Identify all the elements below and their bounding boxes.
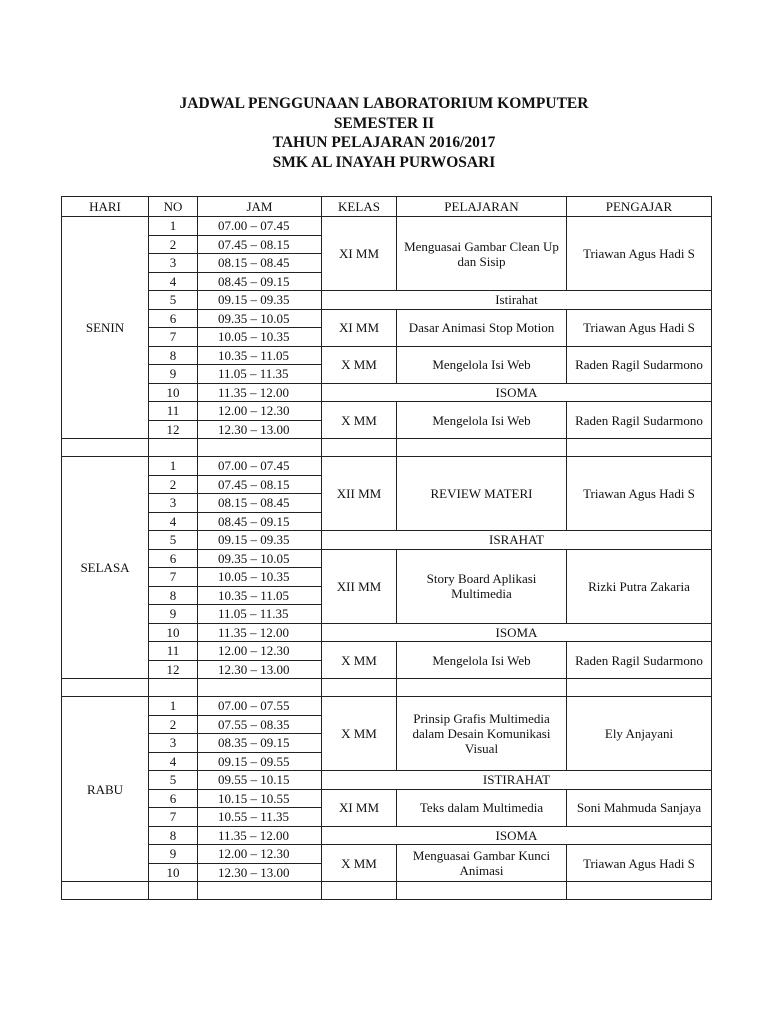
row-jam: 10.35 – 11.05 [198,346,322,365]
row-jam: 07.00 – 07.45 [198,457,322,476]
row-no: 11 [149,402,198,421]
table-row [62,217,712,236]
row-no: 5 [149,531,198,550]
day-rabu: RABU [62,697,149,882]
row-jam: 12.00 – 12.30 [198,845,322,864]
row-no: 12 [149,420,198,439]
pelajaran-cell: Mengelola Isi Web [397,402,567,439]
pengajar-cell: Triawan Agus Hadi S [567,309,712,346]
row-jam: 09.15 – 09.35 [198,531,322,550]
row-no: 4 [149,272,198,291]
row-jam: 07.45 – 08.15 [198,235,322,254]
heading-school: SMK AL INAYAH PURWOSARI [272,153,496,171]
header-pengajar: PENGAJAR [567,197,712,217]
row-jam: 10.15 – 10.55 [198,789,322,808]
row-no: 6 [149,789,198,808]
pelajaran-cell: REVIEW MATERI [397,457,567,531]
kelas-cell: X MM [322,346,397,383]
kelas-cell: X MM [322,845,397,882]
row-no: 10 [149,863,198,882]
row-jam: 09.35 – 10.05 [198,549,322,568]
spacer-row [62,439,712,457]
row-no: 12 [149,660,198,679]
row-jam: 08.15 – 08.45 [198,494,322,513]
row-jam: 08.45 – 09.15 [198,272,322,291]
table-row [62,457,712,476]
table-row [62,531,712,550]
row-no: 9 [149,845,198,864]
pengajar-cell: Raden Ragil Sudarmono [567,402,712,439]
pelajaran-cell: Prinsip Grafis Multimedia dalam Desain Komunikasi Visual [397,697,567,771]
spacer-row [62,882,712,900]
pelajaran-cell: Menguasai Gambar Kunci Animasi [397,845,567,882]
row-jam: 11.35 – 12.00 [198,383,322,402]
row-no: 2 [149,715,198,734]
row-no: 2 [149,235,198,254]
kelas-cell: XI MM [322,217,397,291]
table-row [62,789,712,808]
row-jam: 11.35 – 12.00 [198,826,322,845]
row-jam: 11.05 – 11.35 [198,365,322,384]
header-kelas: KELAS [322,197,397,217]
table-row [62,623,712,642]
row-no: 4 [149,512,198,531]
header-hari: HARI [62,197,149,217]
row-no: 8 [149,346,198,365]
row-jam: 10.35 – 11.05 [198,586,322,605]
row-jam: 08.35 – 09.15 [198,734,322,753]
row-no: 1 [149,457,198,476]
table-row [62,549,712,568]
pengajar-cell: Ely Anjayani [567,697,712,771]
break-cell: ISTIRAHAT [322,771,712,790]
pelajaran-cell: Story Board Aplikasi Multimedia [397,549,567,623]
kelas-cell: XI MM [322,789,397,826]
row-jam: 12.00 – 12.30 [198,402,322,421]
header-jam: JAM [198,197,322,217]
row-no: 1 [149,697,198,716]
table-row [62,771,712,790]
pelajaran-cell: Teks dalam Multimedia [397,789,567,826]
break-cell: Istirahat [322,291,712,310]
kelas-cell: X MM [322,402,397,439]
row-no: 4 [149,752,198,771]
table-row [62,642,712,661]
header-pelajaran: PELAJARAN [397,197,567,217]
pelajaran-cell: Menguasai Gambar Clean Up dan Sisip [397,217,567,291]
row-jam: 07.45 – 08.15 [198,475,322,494]
row-jam: 07.00 – 07.45 [198,217,322,236]
row-no: 2 [149,475,198,494]
row-jam: 09.15 – 09.55 [198,752,322,771]
kelas-cell: XII MM [322,457,397,531]
schedule-table [61,196,712,900]
pelajaran-cell: Mengelola Isi Web [397,346,567,383]
pengajar-cell: Soni Mahmuda Sanjaya [567,789,712,826]
row-no: 10 [149,623,198,642]
row-jam: 07.00 – 07.55 [198,697,322,716]
row-no: 5 [149,771,198,790]
pengajar-cell: Triawan Agus Hadi S [567,217,712,291]
header-no: NO [149,197,198,217]
row-no: 11 [149,642,198,661]
row-no: 6 [149,309,198,328]
pengajar-cell: Triawan Agus Hadi S [567,845,712,882]
break-cell: ISRAHAT [322,531,712,550]
table-row [62,845,712,864]
break-cell: ISOMA [322,623,712,642]
row-jam: 12.30 – 13.00 [198,420,322,439]
row-jam: 10.05 – 10.35 [198,328,322,347]
row-jam: 07.55 – 08.35 [198,715,322,734]
row-no: 7 [149,328,198,347]
row-no: 9 [149,605,198,624]
row-no: 3 [149,734,198,753]
row-jam: 08.15 – 08.45 [198,254,322,273]
table-row [62,402,712,421]
kelas-cell: XII MM [322,549,397,623]
pelajaran-cell: Dasar Animasi Stop Motion [397,309,567,346]
pengajar-cell: Raden Ragil Sudarmono [567,346,712,383]
table-row [62,309,712,328]
pengajar-cell: Triawan Agus Hadi S [567,457,712,531]
row-jam: 11.05 – 11.35 [198,605,322,624]
row-no: 8 [149,826,198,845]
row-jam: 10.55 – 11.35 [198,808,322,827]
row-no: 3 [149,494,198,513]
heading-semester: SEMESTER II [333,114,435,132]
row-jam: 11.35 – 12.00 [198,623,322,642]
row-no: 9 [149,365,198,384]
table-row [62,826,712,845]
break-cell: ISOMA [322,826,712,845]
heading-year: TAHUN PELAJARAN 2016/2017 [272,134,496,151]
row-jam: 12.00 – 12.30 [198,642,322,661]
kelas-cell: X MM [322,642,397,679]
table-header-row [62,197,712,217]
pengajar-cell: Rizki Putra Zakaria [567,549,712,623]
heading-title: JADWAL PENGGUNAAN LABORATORIUM KOMPUTER [179,95,589,112]
row-jam: 08.45 – 09.15 [198,512,322,531]
table-row [62,383,712,402]
row-jam: 09.15 – 09.35 [198,291,322,310]
break-cell: ISOMA [322,383,712,402]
table-row [62,291,712,310]
pelajaran-cell: Mengelola Isi Web [397,642,567,679]
row-no: 10 [149,383,198,402]
row-no: 5 [149,291,198,310]
row-jam: 12.30 – 13.00 [198,660,322,679]
row-no: 7 [149,568,198,587]
day-senin: SENIN [62,217,149,439]
row-no: 6 [149,549,198,568]
row-jam: 09.55 – 10.15 [198,771,322,790]
row-no: 8 [149,586,198,605]
row-no: 1 [149,217,198,236]
row-jam: 09.35 – 10.05 [198,309,322,328]
kelas-cell: X MM [322,697,397,771]
table-row [62,346,712,365]
row-no: 3 [149,254,198,273]
document-heading [0,94,768,172]
spacer-row [62,679,712,697]
kelas-cell: XI MM [322,309,397,346]
pengajar-cell: Raden Ragil Sudarmono [567,642,712,679]
row-jam: 12.30 – 13.00 [198,863,322,882]
table-row [62,697,712,716]
row-jam: 10.05 – 10.35 [198,568,322,587]
day-selasa: SELASA [62,457,149,679]
row-no: 7 [149,808,198,827]
